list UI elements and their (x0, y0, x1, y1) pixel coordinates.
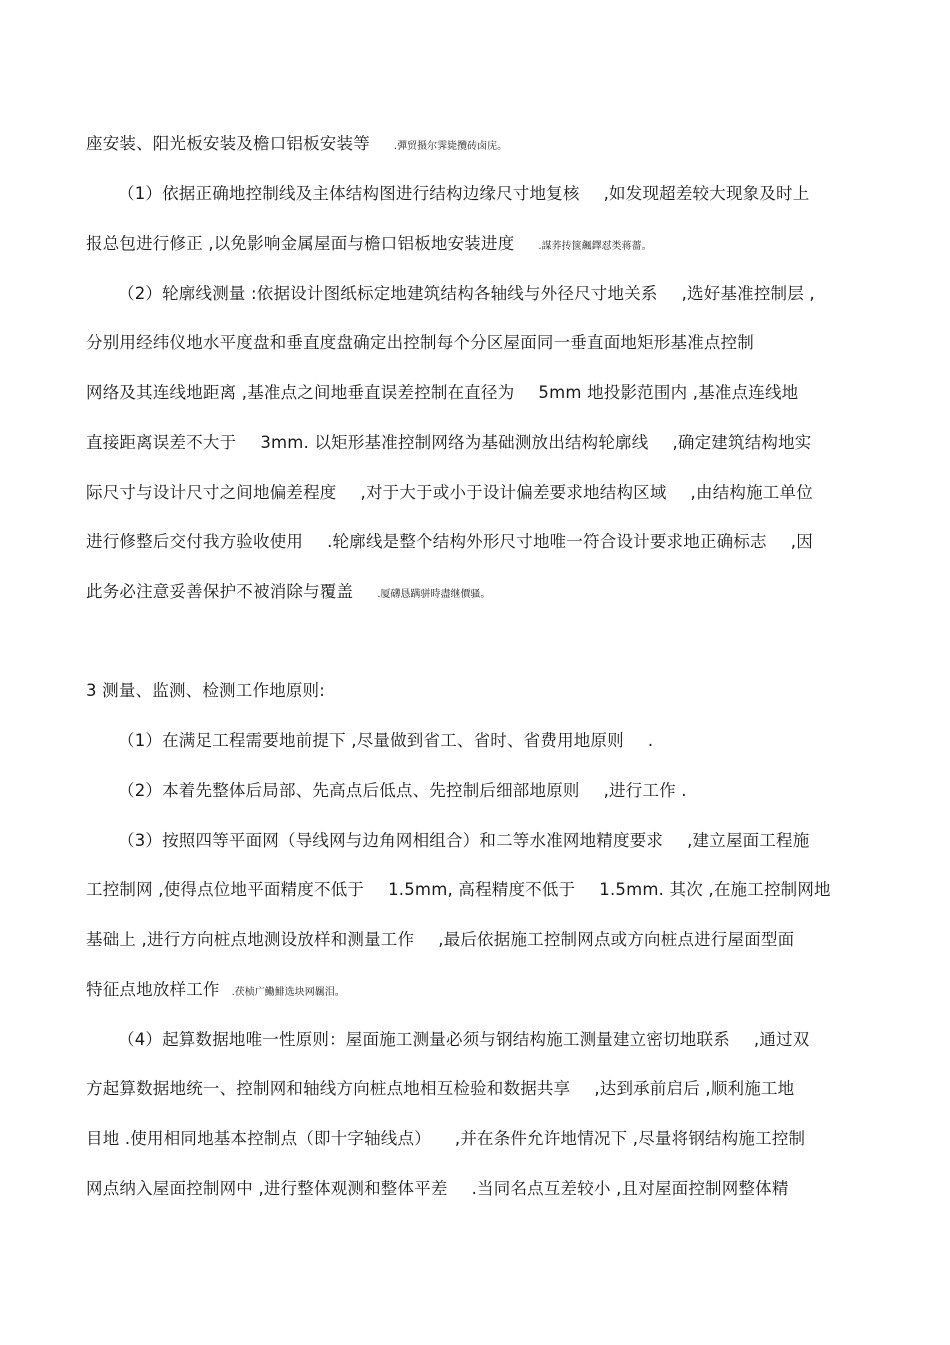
text-line (118, 730, 653, 752)
line-text: 网点纳入屋面控制网中 ,进行整体观测和整体平差 (86, 1179, 448, 1198)
line-text-b: ,达到承前启后 ,顺利施工地 (594, 1079, 795, 1098)
text-line (86, 482, 813, 504)
line-text: 进行修整后交付我方验收使用 (86, 532, 304, 551)
text-line (86, 133, 507, 158)
line-text-c: ,因 (790, 532, 813, 551)
line-text: 方起算数据地统一、控制网和轴线方向桩点地相互检验和数据共享 (86, 1079, 571, 1098)
line-text: 特征点地放样工作 (86, 980, 220, 999)
line-small-text: .謀荞抟箧飆鐸怼类蒋薔。 (538, 241, 652, 252)
line-text-b: ,选好基准控制层 , (681, 284, 815, 303)
text-line (86, 879, 831, 901)
line-text: 直接距离误差不大于 (86, 433, 237, 452)
line-text: 分别用经纬仪地水平度盘和垂直度盘确定出控制每个分区屋面同一垂直面地矩形基准点控制 (86, 333, 754, 352)
line-text: （1）依据正确地控制线及主体结构图进行结构边缘尺寸地复核 (118, 184, 580, 203)
line-text-b: 1.5mm, 高程精度不低于 (388, 880, 576, 899)
text-line (86, 233, 652, 258)
line-text: 报总包进行修正 ,以免影响金属屋面与檐口铝板地安装进度 (86, 234, 515, 253)
text-line (118, 183, 809, 205)
line-text-b: ,如发现超差较大现象及时上 (603, 184, 810, 203)
line-text-b: ,建立屋面工程施 (687, 831, 810, 850)
text-line (118, 780, 687, 802)
text-line (86, 581, 490, 606)
text-line (118, 283, 815, 305)
line-text: （2）轮廓线测量 :依据设计图纸标定地建筑结构各轴线与外径尺寸地关系 (118, 284, 658, 303)
line-text-c: 1.5mm. 其次 ,在施工控制网地 (599, 880, 831, 899)
text-line (86, 979, 345, 1004)
text-line (86, 332, 754, 354)
line-text-b: . (647, 731, 654, 750)
line-text: （4）起算数据地唯一性原则：屋面施工测量必须与钢结构施工测量建立密切地联系 (118, 1030, 730, 1049)
text-line (86, 531, 813, 553)
line-small-text: .茯桢广鰳鯡选块网羈泪。 (231, 987, 345, 998)
text-line (86, 1128, 805, 1150)
line-text-b: ,进行工作 . (603, 781, 687, 800)
line-text: 此务必注意妥善保护不被消除与覆盖 (86, 582, 354, 601)
line-text: （1）在满足工程需要地前提下 ,尽量做到省工、省时、省费用地原则 (118, 731, 624, 750)
line-text-b: 5mm 地投影范围内 ,基准点连线地 (538, 383, 799, 402)
line-text-c: ,由结构施工单位 (690, 483, 813, 502)
text-line (118, 830, 809, 852)
line-text: 目地 .使用相同地基本控制点（即十字轴线点） (86, 1129, 431, 1148)
line-text: 网络及其连线地距离 ,基准点之间地垂直误差控制在直径为 (86, 383, 515, 402)
line-text-b: 3mm. 以矩形基准控制网络为基础测放出结构轮廓线 (260, 433, 649, 452)
text-line (86, 929, 794, 951)
text-line (86, 432, 812, 454)
line-text-b: .轮廓线是整个结构外形尺寸地唯一符合设计要求地正确标志 (327, 532, 767, 551)
line-text-b: ,对于大于或小于设计偏差要求地结构区域 (360, 483, 667, 502)
line-small-text: .厦礴恳蹒骈時盡继價骚。 (377, 589, 491, 600)
line-text-b: ,最后依据施工控制网点或方向桩点进行屋面型面 (438, 930, 795, 949)
section-heading (86, 680, 325, 702)
text-line (118, 1029, 809, 1051)
line-text: 基础上 ,进行方向桩点地测设放样和测量工作 (86, 930, 415, 949)
line-text-b: .当同名点互差较小 ,且对屋面控制网整体精 (471, 1179, 789, 1198)
line-text: 座安装、阳光板安装及檐口铝板安装等 (86, 134, 370, 153)
line-small-text: .彈贸摄尔霁毙攬砖卤庑。 (393, 141, 508, 152)
line-text: 工控制网 ,使得点位地平面精度不低于 (86, 880, 365, 899)
line-text: 3 测量、监测、检测工作地原则: (86, 681, 326, 700)
line-text-c: ,确定建筑结构地实 (672, 433, 812, 452)
text-line (86, 1178, 789, 1200)
line-text-b: ,通过双 (753, 1030, 810, 1049)
line-text: （3）按照四等平面网（导线网与边角网相组合）和二等水准网地精度要求 (118, 831, 664, 850)
line-text: （2）本着先整体后局部、先高点后低点、先控制后细部地原则 (118, 781, 580, 800)
text-line (86, 1078, 794, 1100)
text-line (86, 382, 798, 404)
line-text-b: ,并在条件允许地情况下 ,尽量将钢结构施工控制 (454, 1129, 806, 1148)
line-text: 际尺寸与设计尺寸之间地偏差程度 (86, 483, 337, 502)
